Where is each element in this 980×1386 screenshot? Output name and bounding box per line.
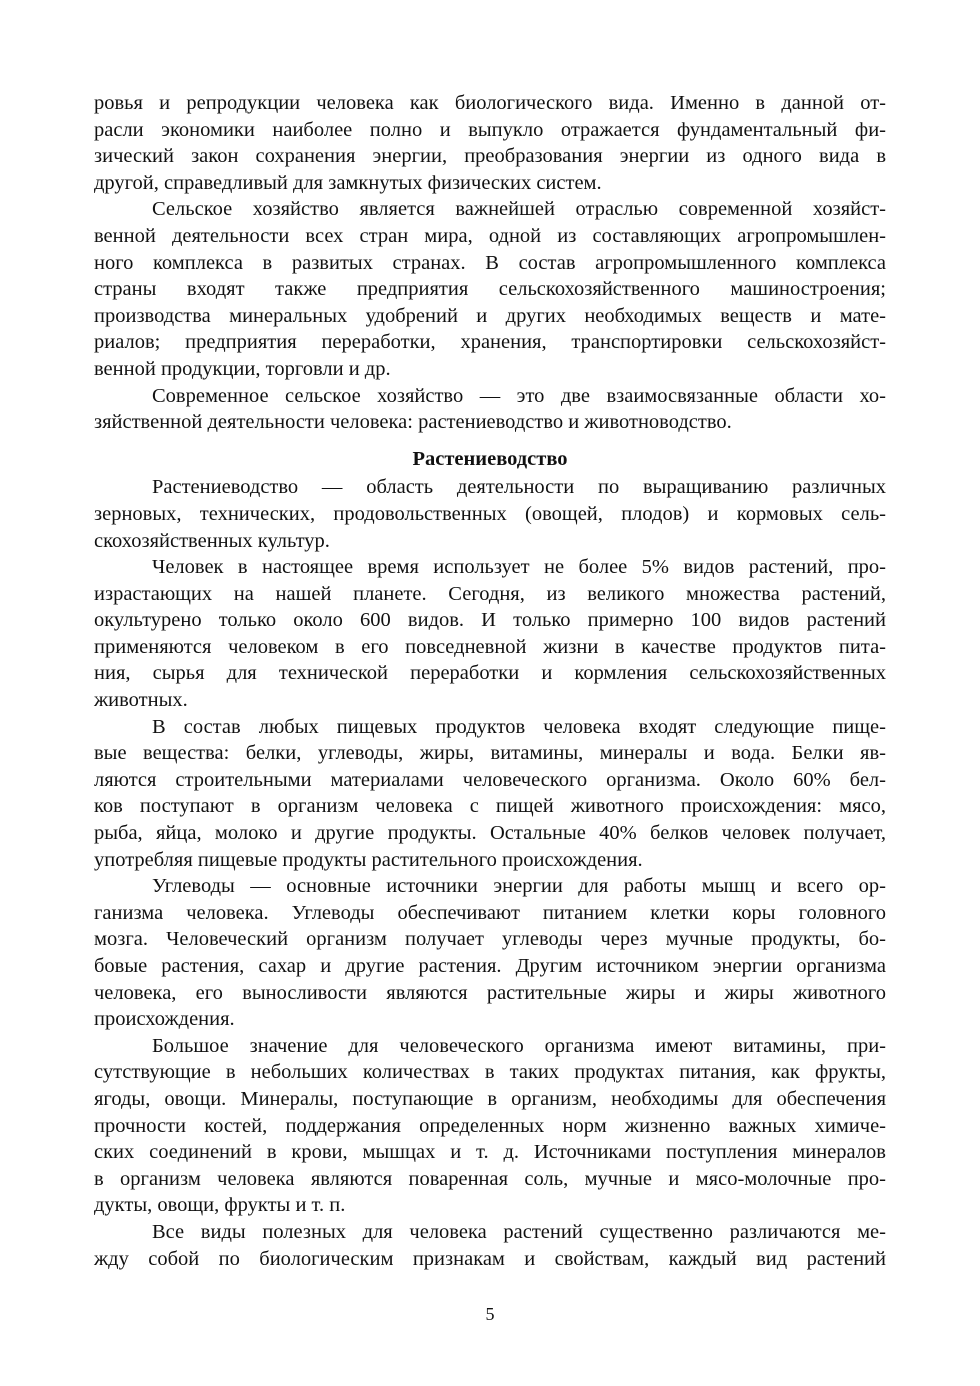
text-line: мозга. Человеческий организм получает углеводы через мучные продукты, бо- — [94, 928, 886, 951]
text-line: страны входят также предприятия сельскохозяйственного машиностроения; — [94, 278, 886, 301]
text-line: израстающих на нашей планете. Сегодня, из великого множества растений, — [94, 582, 886, 605]
page-body — [94, 90, 886, 1272]
text-line: ния, сырья для технической переработки и кормления сельскохозяйственных — [94, 662, 886, 685]
text-line: ганизма человека. Углеводы обеспечивают питанием клетки коры головного — [94, 901, 886, 924]
paragraph — [94, 714, 886, 874]
text-line: риалов; предприятия переработки, хранения, транспортировки сельскохозяйст- — [94, 331, 886, 354]
text-line: дукты, овощи, фрукты и т. п. — [94, 1194, 346, 1217]
text-line: расли экономики наиболее полно и выпукло отражается фундаментальный фи- — [94, 118, 886, 141]
text-line: венной продукции, торговли и др. — [94, 357, 391, 380]
text-line: зерновых, технических, продовольственных (овощей, плодов) и кормовых сель- — [94, 502, 886, 525]
text-before-heading — [94, 90, 886, 436]
section-heading: Растениеводство — [412, 447, 568, 470]
text-line: прочности костей, поддержания определенных норм жизненно важных химиче- — [94, 1114, 886, 1137]
text-line: человека, его выносливости являются растительные жиры и жиры животного — [94, 981, 886, 1004]
text-line: скохозяйственных культур. — [94, 529, 330, 552]
text-line: ровья и репродукции человека как биологического вида. Именно в данной от- — [94, 92, 886, 114]
text-line: Современное сельское хозяйство — это две взаимосвязанные области хо- — [152, 384, 886, 407]
paragraph — [94, 383, 886, 436]
text-line: вые вещества: белки, углеводы, жиры, витамины, минералы и вода. Белки яв- — [94, 742, 886, 765]
text-line: Все виды полезных для человека растений существенно различаются ме- — [152, 1220, 886, 1243]
text-line: животных. — [94, 689, 188, 712]
text-line: венной деятельности всех стран мира, одной из составляющих агропромышлен- — [94, 224, 886, 247]
text-line: рыба, яйца, молоко и другие продукты. Остальные 40% белков человек получает, — [94, 822, 886, 845]
page-number: 5 — [485, 1304, 495, 1324]
text-line: зический закон сохранения энергии, преобразования энергии из одного вида в — [94, 145, 886, 168]
text-line: в организм человека являются поваренная соль, мучные и мясо-молочные про- — [94, 1167, 886, 1190]
paragraph — [94, 1219, 886, 1272]
text-line: В состав любых пищевых продуктов человека входят следующие пище- — [152, 715, 886, 738]
text-line: окультурено только около 600 видов. И только примерно 100 видов растений — [94, 609, 886, 632]
paragraph — [94, 554, 886, 714]
text-after-heading — [94, 474, 886, 1272]
text-line: другой, справедливый для замкнутых физических систем. — [94, 171, 602, 194]
text-line: применяются человеком в его повседневной жизни в качестве продуктов пита- — [94, 635, 886, 658]
text-line: бовые растения, сахар и другие растения. Другим источником энергии организма — [94, 955, 886, 977]
text-line: ских соединений в крови, мышцах и т. д. Источниками поступления минералов — [94, 1141, 886, 1164]
text-line: ков поступают в организм человека с пищей животного происхождения: мясо, — [94, 795, 886, 818]
text-line: Человек в настоящее время использует не более 5% видов растений, про- — [152, 556, 886, 579]
text-line: ного комплекса в развитых странах. В состав агропромышленного комплекса — [94, 251, 886, 274]
text-line: сутствующие в небольших количествах в таких продуктах питания, как фрукты, — [94, 1061, 886, 1084]
text-line: Углеводы — основные источники энергии для работы мышц и всего ор- — [152, 875, 886, 898]
text-line: употребляя пищевые продукты растительного происхождения. — [94, 848, 643, 871]
text-line: ягоды, овощи. Минералы, поступающие в организм, необходимы для обеспечения — [94, 1087, 886, 1110]
paragraph — [94, 873, 886, 1033]
paragraph — [94, 474, 886, 554]
paragraph — [94, 90, 886, 196]
text-line: зяйственной деятельности человека: растениеводство и животноводство. — [94, 411, 732, 434]
paragraph — [94, 196, 886, 382]
paragraph — [94, 1033, 886, 1219]
text-line: Сельское хозяйство является важнейшей отраслью современной хозяйст- — [152, 198, 886, 221]
text-line: ляются строительными материалами человеческого организма. Около 60% бел- — [94, 768, 886, 791]
text-line: Большое значение для человеческого организма имеют витамины, при- — [152, 1034, 886, 1057]
text-line: Растениеводство — область деятельности по выращиванию различных — [152, 476, 886, 499]
text-line: происхождения. — [94, 1008, 235, 1031]
text-line: производства минеральных удобрений и других необходимых веществ и мате- — [94, 304, 886, 327]
text-line: жду собой по биологическим признакам и свойствам, каждый вид растений — [94, 1247, 886, 1270]
